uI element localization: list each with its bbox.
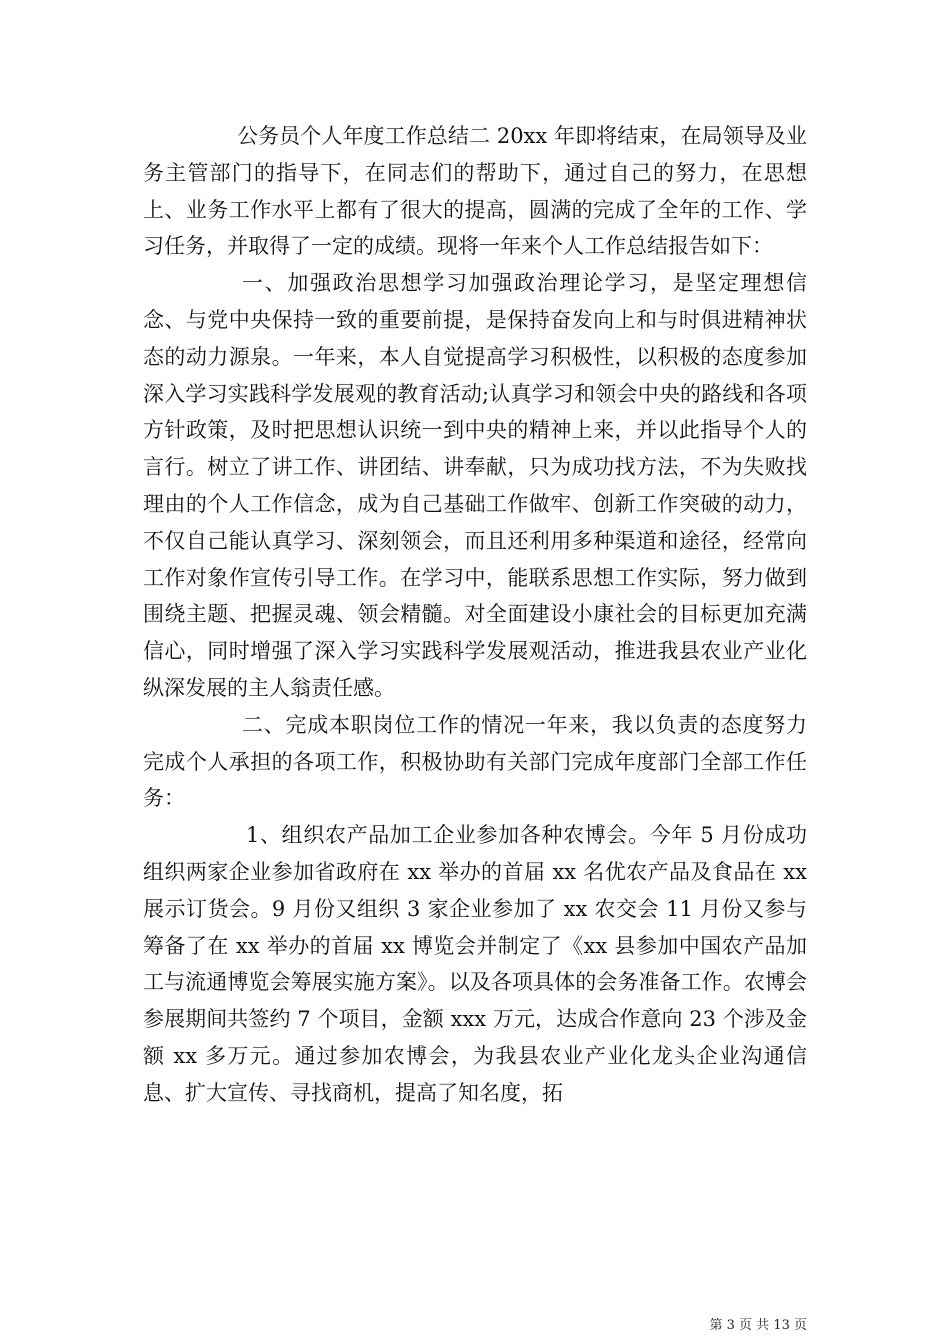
paragraph-item-one: 1、组织农产品加工企业参加各种农博会。今年 5 月份成功组织两家企业参加省政府在 xx 举办的首届 xx 名优农产品及食品在 xx 展示订货会。9 月份又组织 3 家企业参加了 xx 农交会 11 月份又参与筹备了在 xx 举办的首届 xx 博览会并制定了《xx 县参加中国农产品加工与流通博览会筹展实施方案》。以及各项具体的会务准备工作。农博会参展期间共签约 7 个项目，金额 xxx 万元，达成合作意向 23 个涉及金额 xx 多万元。通过参加农博会，为我县农业产业化龙头企业沟通信息、扩大宣传、寻找商机，提高了知名度，拓 xyxy=(143,823,807,1105)
document-body xyxy=(143,118,807,1112)
paragraph-section-two: 二、完成本职岗位工作的情况一年来，我以负责的态度努力完成个人承担的各项工作，积极协助有关部门完成年度部门全部工作任务： xyxy=(143,712,807,811)
paragraph-intro: 公务员个人年度工作总结二 20xx 年即将结束，在局领导及业务主管部门的指导下，在同志们的帮助下，通过自己的努力，在思想上、业务工作水平上都有了很大的提高，圆满的完成了全年的工作、学习任务，并取得了一定的成绩。现将一年来个人工作总结报告如下： xyxy=(143,124,807,259)
page-number-footer: 第 3 页 共 13 页 xyxy=(709,1318,807,1333)
paragraph-section-one: 一、加强政治思想学习加强政治理论学习，是坚定理想信念、与党中央保持一致的重要前提，是保持奋发向上和与时俱进精神状态的动力源泉。一年来，本人自觉提高学习积极性，以积极的态度参加深入学习实践科学发展观的教育活动;认真学习和领会中央的路线和各项方针政策，及时把思想认识统一到中央的精神上来，并以此指导个人的言行。树立了讲工作、讲团结、讲奉献，只为成功找方法，不为失败找理由的个人工作信念，成为自己基础工作做牢、创新工作突破的动力，不仅自己能认真学习、深刻领会，而且还利用多种渠道和途径，经常向工作对象作宣传引导工作。在学习中，能联系思想工作实际，努力做到围绕主题、把握灵魂、领会精髓。对全面建设小康社会的目标更加充满信心，同时增强了深入学习实践科学发展观活动，推进我县农业产业化纵深发展的主人翁责任感。 xyxy=(143,271,807,700)
